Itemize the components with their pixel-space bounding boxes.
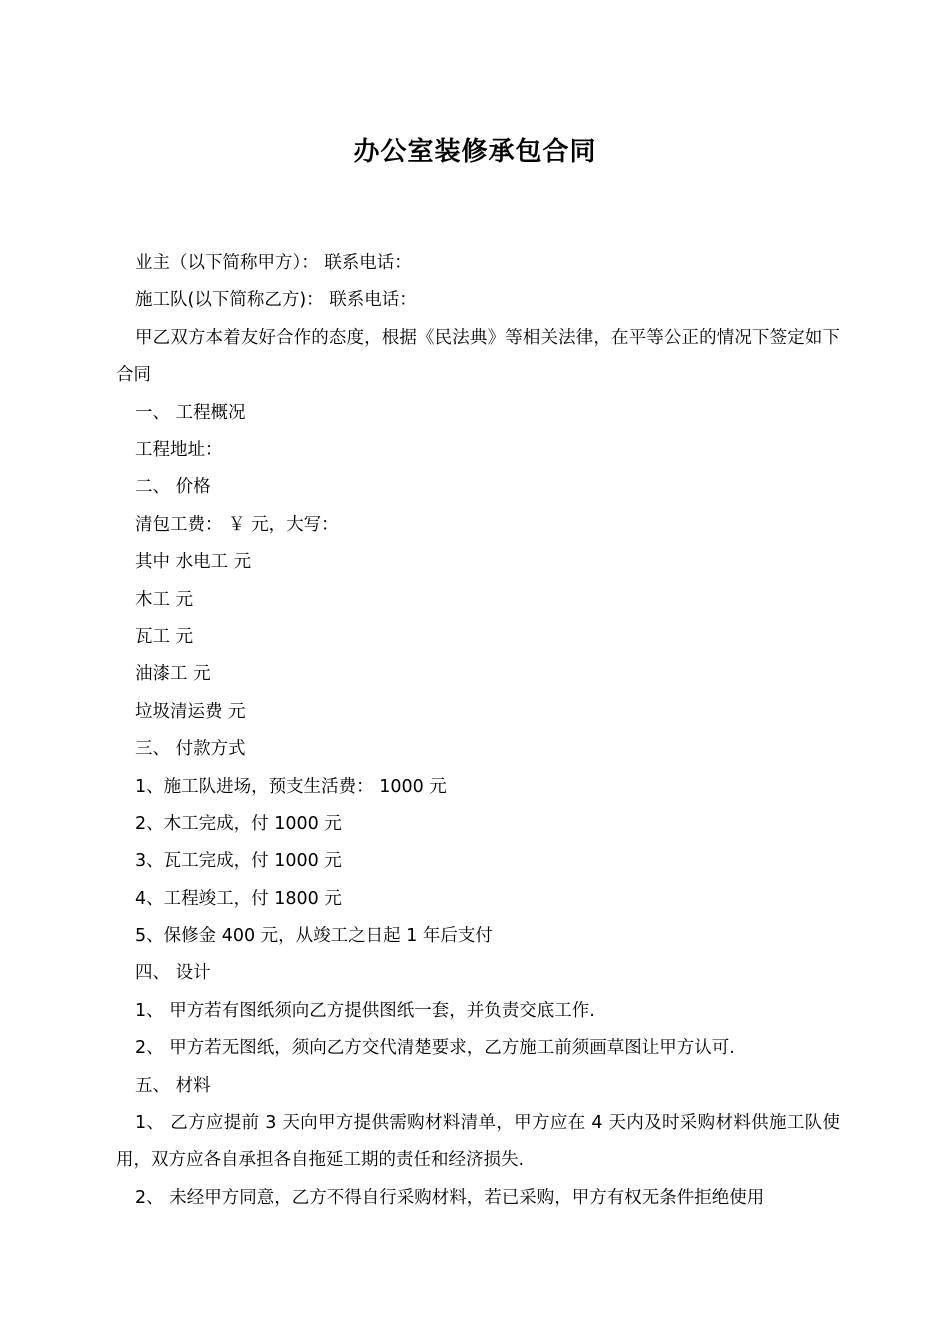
design-item-2: 2、 甲方若无图纸，须向乙方交代清楚要求，乙方施工前须画草图让甲方认可.	[135, 1038, 735, 1059]
party-b-line: 施工队(以下简称乙方)： 联系电话：	[135, 290, 417, 311]
preamble-paragraph: 甲乙双方本着友好合作的态度，根据《民法典》等相关法律，在平等公正的情况下签定如下合同	[116, 327, 840, 386]
document-body	[116, 245, 840, 1217]
payment-item-1: 1、施工队进场，预支生活费： 1000 元	[135, 776, 447, 797]
section-heading-project-overview: 一、 工程概况	[135, 402, 246, 423]
section-heading-payment: 三、 付款方式	[135, 739, 246, 760]
document-title: 办公室装修承包合同	[353, 137, 597, 167]
project-address-line: 工程地址：	[135, 439, 223, 460]
party-a-line: 业主（以下简称甲方）： 联系电话：	[135, 253, 412, 273]
payment-item-3: 3、瓦工完成，付 1000 元	[135, 851, 342, 872]
section-heading-price: 二、 价格	[135, 477, 211, 498]
masonry-line: 瓦工 元	[135, 626, 194, 647]
section-heading-materials: 五、 材料	[135, 1075, 211, 1096]
plumbing-electrical-line: 其中 水电工 元	[135, 552, 252, 573]
labor-fee-line: 清包工费： ￥ 元，大写：	[135, 514, 339, 535]
payment-item-4: 4、工程竣工，付 1800 元	[135, 888, 342, 909]
design-item-1: 1、 甲方若有图纸须向乙方提供图纸一套，并负责交底工作.	[135, 1000, 595, 1021]
waste-removal-line: 垃圾清运费 元	[135, 701, 246, 722]
materials-item-2: 2、 未经甲方同意，乙方不得自行采购材料，若已采购，甲方有权无条件拒绝使用	[135, 1187, 765, 1208]
painting-line: 油漆工 元	[135, 664, 211, 685]
payment-item-2: 2、木工完成，付 1000 元	[135, 813, 342, 834]
payment-item-5: 5、保修金 400 元，从竣工之日起 1 年后支付	[135, 926, 493, 947]
section-heading-design: 四、 设计	[135, 963, 211, 984]
carpentry-line: 木工 元	[135, 589, 194, 610]
materials-item-1: 1、 乙方应提前 3 天向甲方提供需购材料清单，甲方应在 4 天内及时采购材料供施工队使用，双方应各自承担各自拖延工期的责任和经济损失.	[116, 1113, 840, 1171]
